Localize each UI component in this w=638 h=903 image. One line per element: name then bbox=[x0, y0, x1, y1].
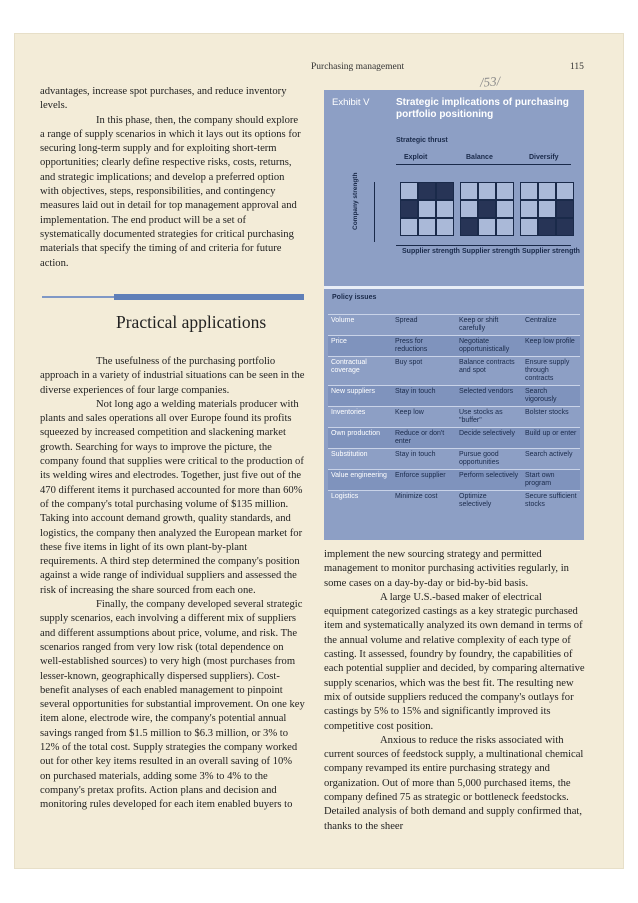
exploit-cell: Press for reductions bbox=[392, 336, 456, 357]
paragraph: advantages, increase spot purchases, and reduce inventory levels. bbox=[40, 86, 287, 112]
exploit-cell: Minimize cost bbox=[392, 491, 456, 512]
paragraph: Finally, the company developed several strategic supply scenarios, each involving a different mix of suppliers and different assumptions about price, volume, and risk. The scenarios ranged from very low risk (total dependence on well-established sources) to very high (most purchases from lesser-known, geographically dispersed suppliers). Cost-benefit analyses of each enabled management to pinpoint several opportunities for substantial improvement. On one key item alone, electrode wire, the company's potential annual savings ranged from $1.5 million to $6.3 million, or 3% to 12% of the total cost. Supply strategies the company worked out for other key items resulted in an overall saving of 10% on purchased materials, adding some 3% to 4% to the company's pretax profits. Action plans and decision and monitoring rules developed for each item enabled buyers to bbox=[40, 599, 305, 811]
balance-cell: Pursue good opportunities bbox=[456, 449, 522, 470]
table-row bbox=[328, 428, 580, 449]
paragraph: In this phase, then, the company should explore a range of supply scenarios in which it lays out its options for securing long-term supply and for exploiting short-term opportunities; clearly define respective risks, costs, returns, and strategic implications; and develop a preferred option with objectives, steps, responsibilities, and contingency measures laid out in detail for top management approval and implementation. The end product will be a set of systematically documented strategies for critical purchasing materials that specify the timing of and criteria for future action. bbox=[40, 114, 301, 269]
matrix-exploit bbox=[400, 182, 454, 236]
issue-cell: Logistics bbox=[328, 491, 392, 512]
diversify-cell: Build up or enter bbox=[522, 428, 580, 449]
exploit-cell: Stay in touch bbox=[392, 449, 456, 470]
matrix-diversify bbox=[520, 182, 574, 236]
issue-cell: Value engineering bbox=[328, 470, 392, 491]
thrust-balance: Balance bbox=[466, 154, 493, 161]
page-number: 115 bbox=[570, 62, 584, 72]
balance-cell: Negotiate opportunistically bbox=[456, 336, 522, 357]
section-heading: Practical applications bbox=[116, 312, 267, 332]
diversify-cell: Ensure supply through contracts bbox=[522, 357, 580, 386]
exploit-cell: Keep low bbox=[392, 407, 456, 428]
issue-cell: Volume bbox=[328, 315, 392, 336]
table-row bbox=[328, 315, 580, 336]
paragraph: Not long ago a welding materials producer with plants and sales operations all over Europe found its profits squeezed by increased competition and slackening market growth. Searching for ways to improve the picture, the company found that supplies were critical to the production of its welding wires and electrodes. Together, just five out of the 470 different items it purchased accounted for more than 60% of the company's total purchasing volume of $135 million. Taking into account demand growth, quality standards, and logistics, the company then analyzed the European market for these five items in light of its own plant-by-plant requirements. A third step determined the company's position against a wide range of individual suppliers and assessed the risk of increasing the share sourced from each one. bbox=[40, 398, 304, 596]
matrix-balance bbox=[460, 182, 514, 236]
paragraph: implement the new sourcing strategy and permitted management to monitor purchasing activities regularly, in some cases on a day-by-day or bid-by-bid basis. bbox=[324, 549, 569, 589]
company-strength-label: Company strength bbox=[352, 172, 359, 230]
supplier-strength-label: Supplier strength bbox=[522, 248, 580, 255]
right-column-body-text bbox=[324, 548, 587, 834]
thrust-diversify: Diversify bbox=[529, 154, 559, 161]
table-row bbox=[328, 449, 580, 470]
thrust-axis bbox=[396, 164, 571, 165]
balance-cell: Balance contracts and spot bbox=[456, 357, 522, 386]
balance-cell: Optimize selectively bbox=[456, 491, 522, 512]
diversify-cell: Start own program bbox=[522, 470, 580, 491]
issue-cell: Inventories bbox=[328, 407, 392, 428]
table-row bbox=[328, 407, 580, 428]
left-column-body-text bbox=[40, 355, 305, 813]
table-row bbox=[328, 386, 580, 407]
diversify-cell: Centralize bbox=[522, 315, 580, 336]
running-head: Purchasing management bbox=[311, 62, 405, 72]
diversify-cell: Secure sufficient stocks bbox=[522, 491, 580, 512]
issue-cell: Substitution bbox=[328, 449, 392, 470]
balance-cell: Decide selectively bbox=[456, 428, 522, 449]
issue-cell: New suppliers bbox=[328, 386, 392, 407]
section-rule-accent bbox=[114, 294, 304, 300]
company-strength-axis bbox=[374, 182, 375, 242]
exhibit-title: Strategic implications of purchasing portfolio positioning bbox=[396, 97, 569, 120]
supplier-strength-label: Supplier strength bbox=[402, 248, 460, 255]
table-row bbox=[328, 357, 580, 386]
divider bbox=[324, 286, 584, 289]
table-row bbox=[328, 491, 580, 512]
exploit-cell: Spread bbox=[392, 315, 456, 336]
table-row bbox=[328, 336, 580, 357]
diversify-cell: Keep low profile bbox=[522, 336, 580, 357]
exploit-cell: Enforce supplier bbox=[392, 470, 456, 491]
exploit-cell: Reduce or don't enter bbox=[392, 428, 456, 449]
balance-cell: Selected vendors bbox=[456, 386, 522, 407]
balance-cell: Use stocks as "buffer" bbox=[456, 407, 522, 428]
issue-cell: Contractual coverage bbox=[328, 357, 392, 386]
exploit-cell: Buy spot bbox=[392, 357, 456, 386]
issue-cell: Own production bbox=[328, 428, 392, 449]
diversify-cell: Bolster stocks bbox=[522, 407, 580, 428]
balance-cell: Keep or shift carefully bbox=[456, 315, 522, 336]
left-column-top-text bbox=[40, 85, 305, 271]
supplier-strength-axis bbox=[396, 245, 571, 246]
paragraph: Anxious to reduce the risks associated with current sources of feedstock supply, a multinational chemical company revamped its entire purchasing strategy and organization. Out of more than 5,000 purchased items, the company defined 75 as strategic or bottleneck feedstocks. Detailed analysis of both demand and supply confirmed that, thanks to the sheer bbox=[324, 734, 584, 832]
policy-issues-label: Policy issues bbox=[332, 294, 377, 301]
diversify-cell: Search actively bbox=[522, 449, 580, 470]
supplier-strength-label: Supplier strength bbox=[462, 248, 520, 255]
policy-table bbox=[328, 314, 580, 511]
issue-cell: Price bbox=[328, 336, 392, 357]
exhibit-figure bbox=[324, 90, 584, 540]
diversify-cell: Search vigorously bbox=[522, 386, 580, 407]
exploit-cell: Stay in touch bbox=[392, 386, 456, 407]
handwritten-note: /53/ bbox=[479, 73, 501, 90]
paragraph: The usefulness of the purchasing portfolio approach in a variety of industrial situations can be seen in the diverse experiences of four large companies. bbox=[40, 356, 305, 396]
strategic-thrust-label: Strategic thrust bbox=[396, 137, 448, 144]
table-row bbox=[328, 470, 580, 491]
balance-cell: Perform selectively bbox=[456, 470, 522, 491]
thrust-exploit: Exploit bbox=[404, 154, 428, 161]
exhibit-label: Exhibit V bbox=[332, 97, 370, 108]
section-rule bbox=[42, 296, 114, 298]
paragraph: A large U.S.-based maker of electrical equipment categorized castings as a key strategic purchased item and systematically analyzed its own demand in terms of the annual volume and relative complexity of each type of casting. It assessed, foundry by foundry, the capabilities of each potential supplier and decided, by comparing alternative supply scenarios, which was the best fit. The resulting new mix of outside suppliers reduced the company's outlays for castings by 5% to 15% and significantly improved its competitive cost position. bbox=[324, 591, 585, 732]
